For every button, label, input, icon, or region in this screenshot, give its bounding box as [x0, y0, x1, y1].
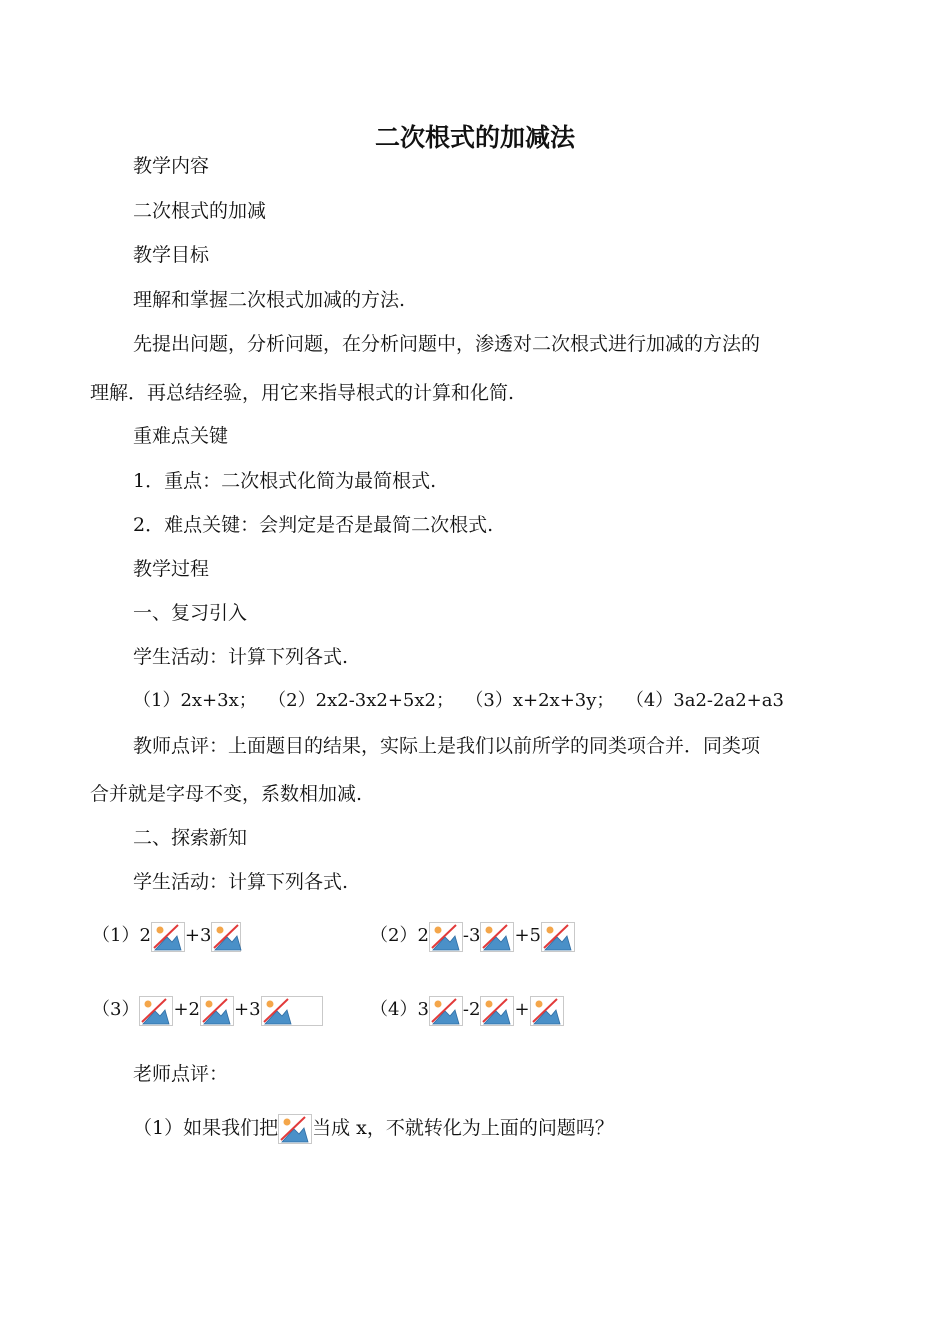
comment-item-1-before: （1）如果我们把	[133, 1117, 279, 1139]
exercise-3-op1: +2	[173, 999, 200, 1020]
heading-teaching-process: 教学过程	[133, 558, 210, 580]
key-point-1: 1．重点：二次根式化简为最简根式.	[133, 470, 437, 492]
teacher-comment-heading: 老师点评：	[133, 1063, 229, 1085]
broken-image-icon	[211, 922, 241, 952]
broken-image-icon	[480, 922, 514, 952]
exercise-2-label: （2）2	[370, 925, 429, 946]
exercise-2-op2: +5	[514, 925, 541, 946]
exercise-2	[370, 922, 575, 948]
teacher-comment-line2: 合并就是字母不变，系数相加减.	[90, 783, 363, 805]
section-explore: 二、探索新知	[133, 827, 248, 849]
student-activity-2: 学生活动：计算下列各式.	[133, 871, 349, 893]
heading-teaching-goals: 教学目标	[133, 244, 210, 266]
heading-teaching-content: 教学内容	[133, 155, 210, 177]
section-review: 一、复习引入	[133, 602, 248, 624]
exercise-3	[92, 996, 323, 1022]
broken-image-icon	[261, 996, 323, 1026]
exercise-1	[92, 922, 241, 948]
exercise-4-label: （4）3	[370, 999, 429, 1020]
broken-image-icon	[480, 996, 514, 1026]
review-exercises: （1）2x+3x； （2）2x2-3x2+5x2； （3）x+2x+3y； （4）3a2-2a2+a3	[133, 690, 784, 711]
broken-image-icon	[530, 996, 564, 1026]
broken-image-icon	[278, 1114, 312, 1144]
page-title: 二次根式的加减法	[374, 123, 575, 152]
heading-key-points: 重难点关键	[133, 425, 229, 447]
paragraph-method-line1: 先提出问题，分析问题，在分析问题中，渗透对二次根式进行加减的方法的	[133, 333, 761, 355]
exercise-3-label: （3）	[92, 999, 140, 1020]
exercise-3-op2: +3	[234, 999, 261, 1020]
exercise-4-op1: -2	[462, 999, 481, 1020]
exercise-1-op1: +3	[184, 925, 212, 946]
exercise-1-label: （1）2	[92, 925, 151, 946]
broken-image-icon	[429, 922, 463, 952]
exercise-4-op2: +	[514, 999, 530, 1020]
broken-image-icon	[541, 922, 575, 952]
broken-image-icon	[139, 996, 173, 1026]
key-point-2: 2．难点关键：会判定是否是最简二次根式.	[133, 514, 494, 536]
teacher-comment-item-1	[133, 1114, 614, 1140]
exercise-4	[370, 996, 564, 1022]
comment-item-1-after: 当成 x，不就转化为上面的问题吗？	[312, 1117, 614, 1139]
paragraph-content: 二次根式的加减	[133, 200, 267, 222]
paragraph-goal: 理解和掌握二次根式加减的方法.	[133, 289, 406, 311]
broken-image-icon	[429, 996, 463, 1026]
broken-image-icon	[151, 922, 185, 952]
broken-image-icon	[200, 996, 234, 1026]
exercise-2-op1: -3	[462, 925, 481, 946]
teacher-comment-line1: 教师点评：上面题目的结果，实际上是我们以前所学的同类项合并．同类项	[133, 735, 761, 757]
student-activity-1: 学生活动：计算下列各式.	[133, 646, 349, 668]
paragraph-method-line2: 理解．再总结经验，用它来指导根式的计算和化简.	[90, 382, 515, 404]
